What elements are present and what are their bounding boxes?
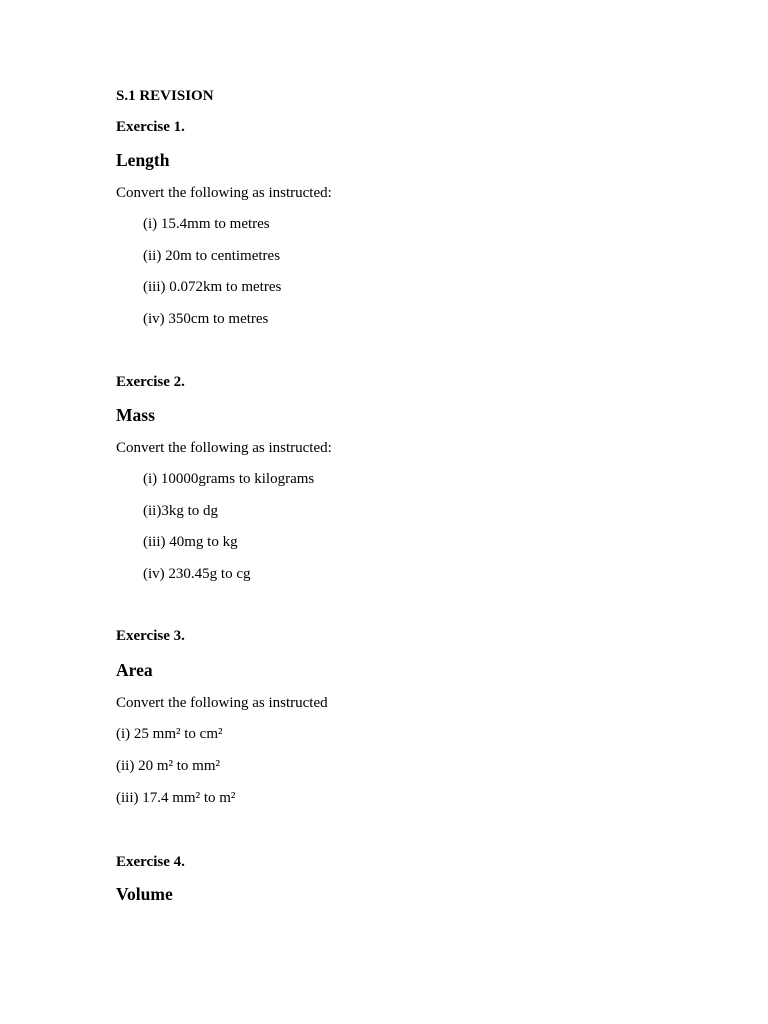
exercise-3-instruction: Convert the following as instructed <box>116 695 328 711</box>
exercise-3-topic: Area <box>116 660 153 680</box>
exercise-1-item-1: (i) 15.4mm to metres <box>143 216 270 232</box>
exercise-1-label: Exercise 1. <box>116 119 185 135</box>
exercise-2-item-4: (iv) 230.45g to cg <box>143 566 251 582</box>
exercise-2-label: Exercise 2. <box>116 374 185 390</box>
exercise-4-label: Exercise 4. <box>116 854 185 870</box>
exercise-1-topic: Length <box>116 150 170 170</box>
exercise-1-item-2: (ii) 20m to centimetres <box>143 248 281 264</box>
exercise-2-topic: Mass <box>116 405 155 425</box>
exercise-1-instruction: Convert the following as instructed: <box>116 185 332 201</box>
exercise-3-item-1: (i) 25 mm² to cm² <box>116 726 223 742</box>
exercise-3-item-2: (ii) 20 m² to mm² <box>116 758 220 774</box>
exercise-2-item-1: (i) 10000grams to kilograms <box>143 471 315 487</box>
exercise-3-label: Exercise 3. <box>116 628 185 644</box>
exercise-3-item-3: (iii) 17.4 mm² to m² <box>116 790 236 806</box>
document-title: S.1 REVISION <box>116 88 214 104</box>
exercise-1-item-4: (iv) 350cm to metres <box>143 311 269 327</box>
exercise-2-instruction: Convert the following as instructed: <box>116 440 332 456</box>
exercise-4-topic: Volume <box>116 884 173 904</box>
exercise-1-item-3: (iii) 0.072km to metres <box>143 279 282 295</box>
exercise-2-item-3: (iii) 40mg to kg <box>143 534 238 550</box>
exercise-2-item-2: (ii)3kg to dg <box>143 503 218 519</box>
